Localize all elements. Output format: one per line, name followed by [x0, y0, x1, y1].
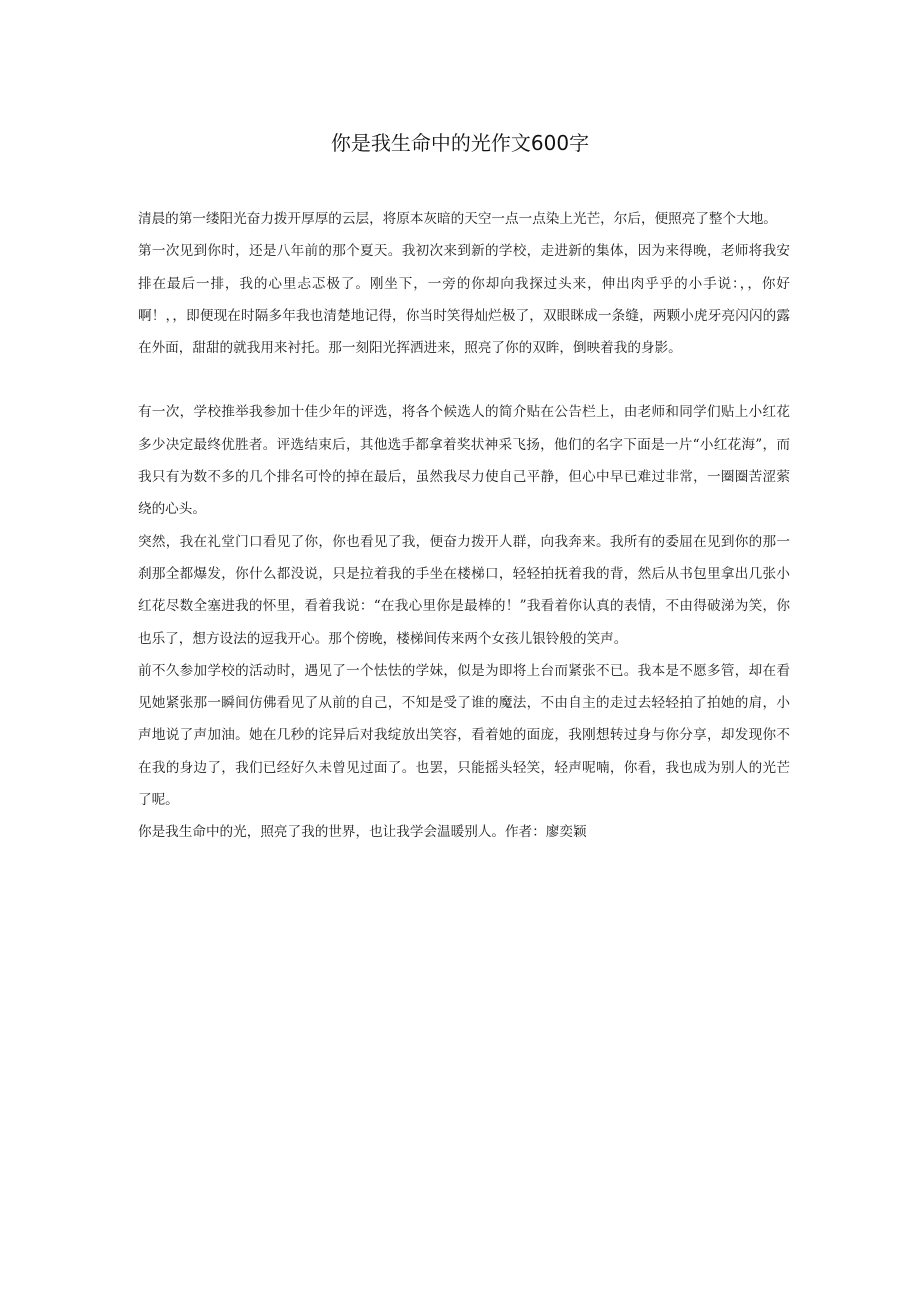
paragraph-2: 第一次见到你时，还是八年前的那个夏天。我初次来到新的学校，走进新的集体，因为来得晚，老师将我安排在最后一排，我的心里忐忑极了。刚坐下，一旁的你却向我探过头来，伸出肉乎乎的小手说：，，你好啊！，，即便现在时隔多年我也清楚地记得，你当时笑得灿烂极了，双眼眯成一条缝，两颗小虎牙亮闪闪的露在外面，甜甜的就我用来衬托。那一刻阳光挥洒进来，照亮了你的双眸，倒映着我的身影。 — [138, 243, 790, 357]
document-title: 你是我生命中的光作文600字 — [330, 131, 590, 155]
document-body — [138, 203, 790, 849]
paragraph-1: 清晨的第一缕阳光奋力拨开厚厚的云层，将原本灰暗的天空一点一点染上光芒，尔后，便照亮了整个大地。 — [138, 211, 777, 227]
paragraph-5: 前不久参加学校的活动时，遇见了一个怯怯的学妹，似是为即将上台而紧张不已。我本是不愿多管，却在看见她紧张那一瞬间仿佛看见了从前的自己，不知是受了谁的魔法，不由自主的走过去轻轻拍了拍她的肩，小声地说了声加油。她在几秒的诧异后对我绽放出笑容，看着她的面庞，我刚想转过身与你分享，却发现你不在我的身边了，我们已经好久未曾见过面了。也罢，只能摇头轻笑，轻声呢喃，你看，我也成为别人的光芒了呢。 — [138, 662, 790, 809]
paragraph-3: 有一次，学校推举我参加十佳少年的评选，将各个候选人的简介贴在公告栏上，由老师和同学们贴上小红花多少决定最终优胜者。评选结束后，其他选手都拿着奖状神采飞扬，他们的名字下面是一片“小红花海”，而我只有为数不多的几个排名可怜的掉在最后，虽然我尽力使自己平静，但心中早已难过非常，一圈圈苦涩萦绕的心头。 — [138, 404, 790, 518]
paragraph-4: 突然，我在礼堂门口看见了你，你也看见了我，便奋力拨开人群，向我奔来。我所有的委屈在见到你的那一刹那全都爆发，你什么都没说，只是拉着我的手坐在楼梯口，轻轻拍抚着我的背，然后从书包里拿出几张小红花尽数全塞进我的怀里，看着我说：“在我心里你是最棒的！”我看着你认真的表情，不由得破涕为笑，你也乐了，想方设法的逗我开心。那个傍晚，楼梯间传来两个女孩儿银铃般的笑声。 — [138, 533, 790, 647]
paragraph-6: 你是我生命中的光，照亮了我的世界，也让我学会温暖别人。作者：廖奕颖 — [138, 824, 587, 841]
paragraph-spacer — [138, 364, 790, 396]
